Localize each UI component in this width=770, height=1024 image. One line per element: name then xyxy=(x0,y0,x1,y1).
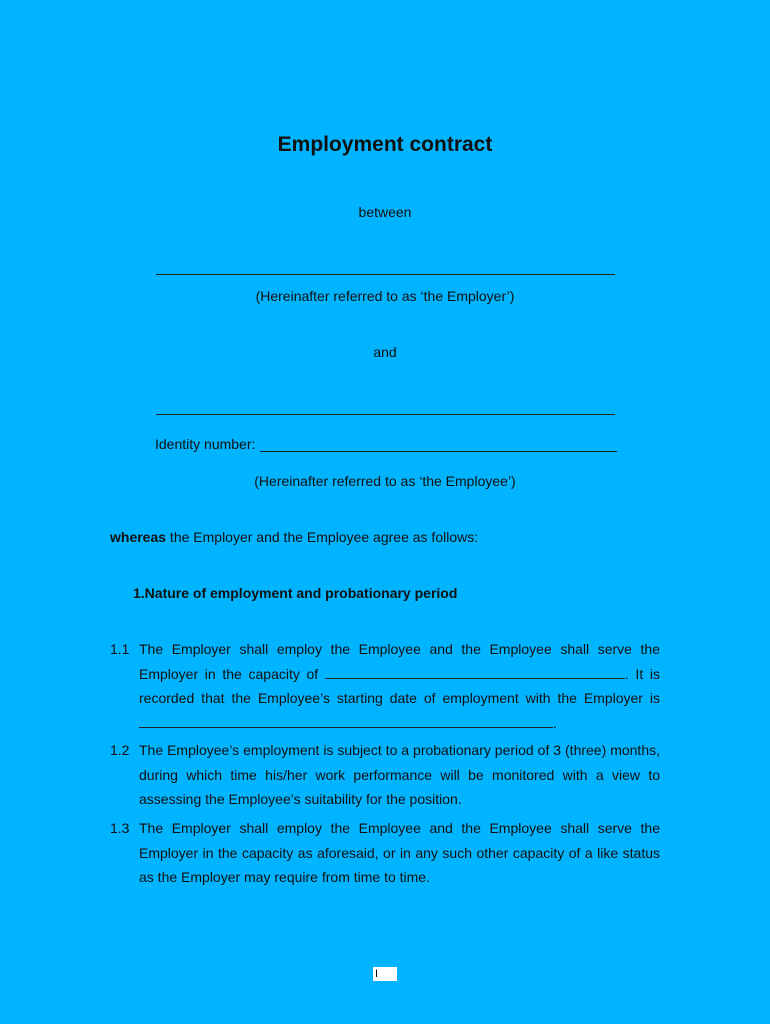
whereas-paragraph xyxy=(110,529,478,545)
clause-1-1 xyxy=(110,637,660,735)
start-date-blank[interactable] xyxy=(139,715,553,728)
whereas-rest: the Employer and the Employee agree as follows: xyxy=(166,529,479,545)
clause-text: . xyxy=(553,714,557,731)
clause-number: 1.3 xyxy=(110,820,130,836)
identity-number-line[interactable] xyxy=(260,438,617,452)
section-heading: 1.Nature of employment and probationary period xyxy=(133,585,458,601)
clause-number: 1.2 xyxy=(110,742,130,758)
capacity-blank[interactable] xyxy=(325,666,625,679)
employee-note: (Hereinafter referred to as ‘the Employee’) xyxy=(254,473,516,489)
clause-1-3 xyxy=(110,816,660,890)
employer-note: (Hereinafter referred to as ‘the Employer’) xyxy=(255,288,515,304)
clause-text: The Employee’s employment is subject to a probationary period of 3 (three) months, during which time his/her work performance will be monitored with a view to assessing the Employee’s suitability for the position. xyxy=(139,742,660,807)
employer-name-line[interactable] xyxy=(156,274,615,275)
identity-number-row xyxy=(155,436,617,452)
and-text: and xyxy=(373,344,397,360)
whereas-bold: whereas xyxy=(110,529,167,545)
between-text: between xyxy=(358,204,412,220)
clause-text: . It is recorded that the Employee’s starting date of employment with the Employer is xyxy=(139,665,660,706)
document-title: Employment contract xyxy=(277,133,493,156)
identity-number-label: Identity number: xyxy=(155,436,256,452)
clause-number: 1.1 xyxy=(110,641,130,657)
clause-1-2 xyxy=(110,738,660,812)
employee-name-line[interactable] xyxy=(156,414,615,415)
clause-text: The Employer shall employ the Employee and the Employee shall serve the Employer in the capacity of xyxy=(139,641,660,682)
clause-text: The Employer shall employ the Employee and the Employee shall serve the Employer in the capacity as aforesaid, or in any such other capacity of a like status as the Employer may require from time to time. xyxy=(139,820,660,885)
page-number-marker: I xyxy=(373,967,397,981)
